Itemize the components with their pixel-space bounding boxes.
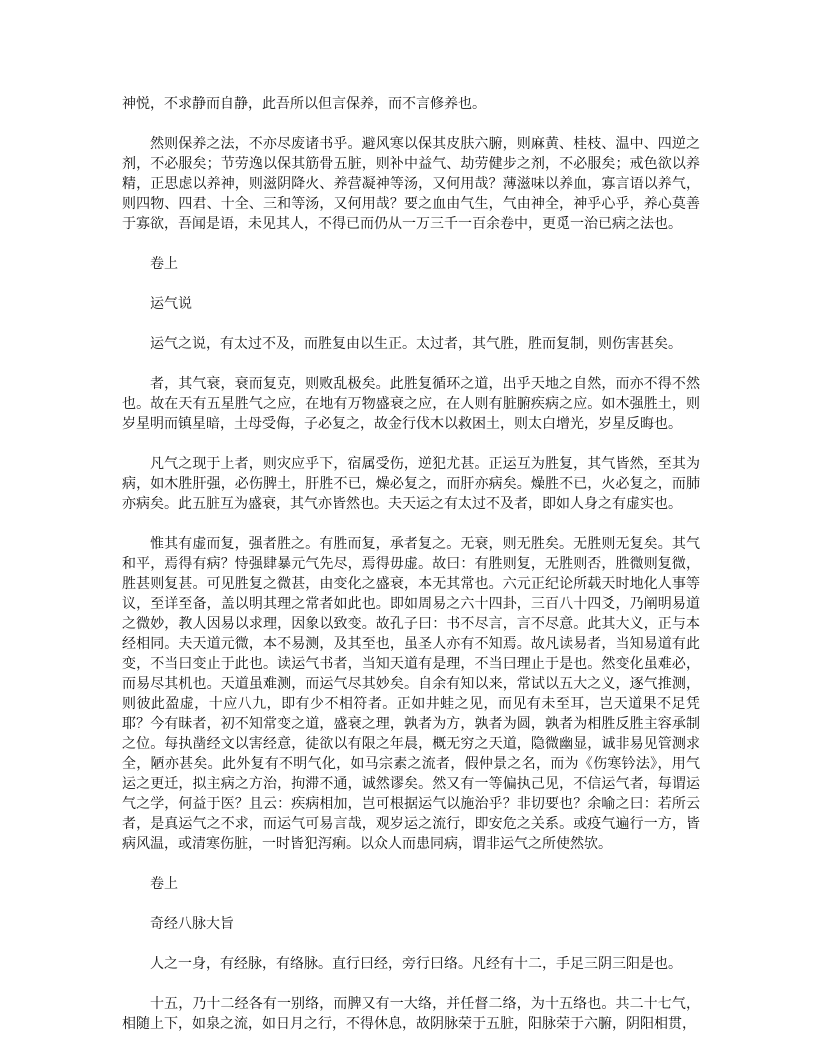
paragraph-2: 然则保养之法，不亦尽废诸书乎。避风寒以保其皮肤六腑，则麻黄、桂枝、温中、四逆之剂，不必服矣；节劳逸以保其筋骨五脏，则补中益气、劫劳健步之剂，不必服矣；戒色欲以养精，正思虑以养神，则滋阴降火、养营凝神等汤，又何用哉？薄滋味以养血，寡言语以养气，则四物、四君、十全、三和等汤，又何用哉？要之血由气生，气由神全，神乎心乎，养心莫善于寡欲，吾闻是语，未见其人，不得已而仍从一万三千一百余卷中，更觅一治已病之法也。 bbox=[122, 136, 700, 232]
section-label-volume-1: 卷上 bbox=[150, 256, 178, 272]
document-page bbox=[122, 94, 700, 1054]
paragraph-1: 神悦，不求静而自静，此吾所以但言保养，而不言修养也。 bbox=[122, 96, 486, 112]
section-title-qijing: 奇经八脉大旨 bbox=[150, 916, 234, 932]
paragraph-8: 十五，乃十二经各有一别络，而脾又有一大络，并任督二络，为十五络也。共二十七气，相随上下，如泉之流，如日月之行，不得休息，故阴脉荣于五脏，阳脉荣于六腑，阴阳相贯， bbox=[122, 996, 700, 1032]
paragraph-3: 运气之说，有太过不及，而胜复由以生正。太过者，其气胜，胜而复制，则伤害甚矣。 bbox=[150, 336, 682, 352]
paragraph-7: 人之一身，有经脉，有络脉。直行曰经，旁行曰络。凡经有十二，手足三阴三阳是也。 bbox=[150, 956, 682, 972]
paragraph-5: 凡气之现于上者，则灾应乎下，宿属受伤，逆犯尤甚。正运互为胜复，其气皆然，至其为病，如木胜肝强，必伤脾土，肝胜不已，燥必复之，而肝亦病矣。燥胜不已，火必复之，而肺亦病矣。此五脏互为盛衰，其气亦皆然也。夫天运之有太过不及者，即如人身之有虚实也。 bbox=[122, 456, 700, 512]
paragraph-6: 惟其有虚而复，强者胜之。有胜而复，承者复之。无衰，则无胜矣。无胜则无复矣。其气和平，焉得有病？恃强肆暴元气先尽，焉得毋虚。故曰：有胜则复，无胜则否，胜微则复微，胜甚则复甚。可见胜复之微甚，由变化之盛衰，本无其常也。六元正纪论所载天时地化人事等议，至详至备，盖以明其理之常者如此也。即如周易之六十四卦，三百八十四爻，乃阐明易道之微妙，教人因易以求理，因象以致变。故孔子曰：书不尽言，言不尽意。此其大义，正与本经相同。夫天道元微，本不易测，及其至也，虽圣人亦有不知焉。故凡读易者，当知易道有此变，不当曰变止于此也。读运气书者，当知天道有是理，不当曰理止于是也。然变化虽难必，而易尽其机也。天道虽难测，而运气尽其妙矣。自余有知以来，常试以五大之义，逐气推测，则彼此盈虚，十应八九，即有少不相符者。正如井蛙之见，而见有未至耳，岂天道果不足凭耶？今有昧者，初不知常变之道，盛衰之理，孰者为方，孰者为圆，孰者为相胜反胜主容承制之位。每执凿经文以害经意，徒欲以有限之年晨，概无穷之天道，隐微幽显，诚非易见管测求全，陋亦甚矣。此外复有不明气化，如马宗素之流者，假仲景之名，而为《伤寒钤法》，用气运之更迁，拟主病之方治，拘滞不通，诚然谬矣。然又有一等偏执己见，不信运气者，每谓运气之学，何益于医？且云：疾病相加，岂可根据运气以施治乎？非切要也？余喻之曰：若所云者，是真运气之不求，而运气可易言哉，观岁运之流行，即安危之关系。或疫气遍行一方，皆病风温，或清寒伤脏，一时皆犯泻痢。以众人而患同病，谓非运气之所使然欤。 bbox=[122, 536, 700, 852]
paragraph-4: 者，其气衰，衰而复克，则败乱极矣。此胜复循环之道，出乎天地之自然，而亦不得不然也。故在天有五星胜气之应，在地有万物盛衰之应，在人则有脏腑疾病之应。如木强胜土，则岁星明而镇星暗，土母受侮，子必复之，故金行伐木以救困土，则太白增光，岁星反晦也。 bbox=[122, 376, 700, 432]
section-title-yunqi: 运气说 bbox=[150, 296, 192, 312]
section-label-volume-2: 卷上 bbox=[150, 876, 178, 892]
